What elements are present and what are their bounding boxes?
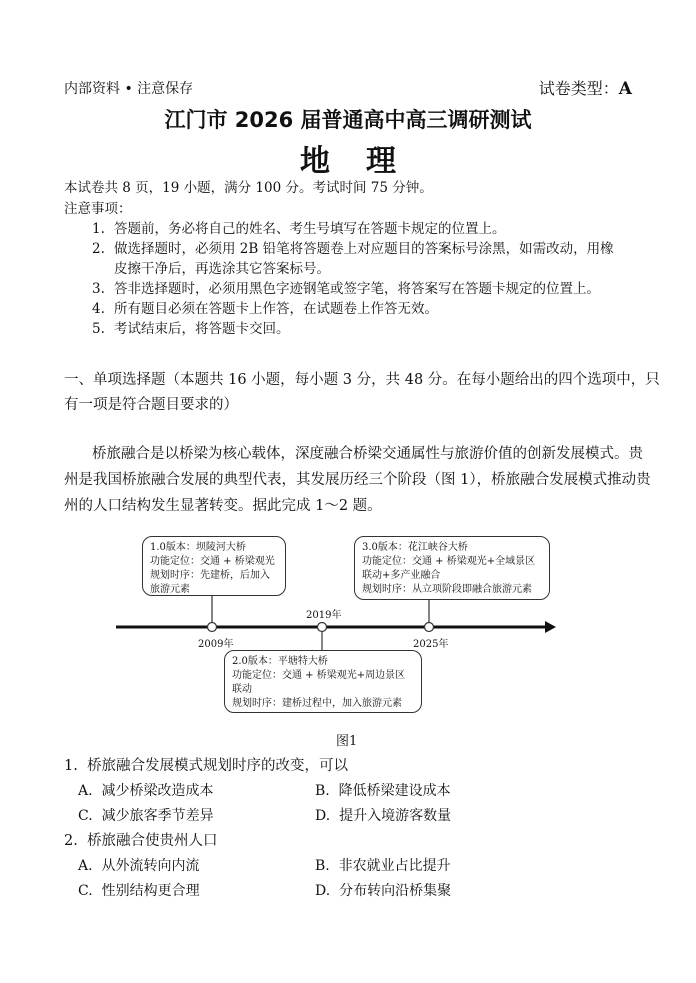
option-text: 提升入境游客数量 [339, 808, 452, 824]
q2-option-c [78, 880, 200, 900]
note-text: 做选择题时，必须用 2B 铅笔将答题卷上对应题目的答案标号涂黑，如需改动，用橡 [114, 241, 614, 257]
option-text: 从外流转向内流 [101, 858, 200, 874]
box-line: 联动 [232, 684, 252, 695]
paper-type-value: A [618, 79, 632, 99]
option-text: 分布转向沿桥集聚 [339, 883, 452, 899]
question-text: 桥旅融合发展模式规划时序的改变，可以 [87, 758, 349, 774]
box-line: 规划时序：先建桥，后加入 [150, 570, 270, 581]
version-1-box [142, 536, 286, 596]
option-text: 减少桥梁改造成本 [101, 783, 214, 799]
option-letter: C. [78, 808, 93, 824]
option-letter: C. [78, 883, 93, 899]
note-text: 所有题目必须在答题卡上作答，在试题卷上作答无效。 [114, 301, 438, 317]
option-letter: A. [78, 858, 93, 874]
paper-type-label: 试卷类型： [538, 79, 619, 98]
box-line: 功能定位：交通 + 桥梁观光+周边景区 [232, 670, 406, 681]
box-line: 3.0版本：花江峡谷大桥 [362, 542, 468, 553]
note-text-continued: 皮擦干净后，再选涂其它答案标号。 [114, 261, 330, 277]
option-letter: B. [315, 858, 330, 874]
year-label-2009: 2009年 [198, 639, 234, 650]
section-heading-line1: 一、单项选择题（本题共 16 小题，每小题 3 分，共 48 分。在每小题给出的四个选项中，只 [64, 372, 660, 388]
exam-intro: 本试卷共 8 页，19 小题，满分 100 分。考试时间 75 分钟。 [64, 180, 433, 196]
passage-line-1: 桥旅融合是以桥梁为核心载体，深度融合桥梁交通属性与旅游价值的创新发展模式。贵 [92, 446, 643, 462]
box-line: 联动+多产业融合 [362, 570, 441, 581]
question-2-stem [64, 829, 218, 850]
q2-option-b [315, 855, 451, 875]
exam-title: 江门市 2026 届普通高中高三调研测试 [164, 108, 532, 132]
q1-option-d [315, 805, 451, 825]
question-number: 2. [64, 833, 78, 849]
box-line: 2.0版本：平塘特大桥 [232, 656, 328, 667]
option-text: 降低桥梁建设成本 [338, 783, 451, 799]
passage-line-2: 州是我国桥旅融合发展的典型代表，其发展历经三个阶段（图 1），桥旅融合发展模式推动贵 [64, 472, 651, 488]
box-line: 规划时序：从立项阶段即融合旅游元素 [362, 584, 532, 595]
milestone-2009 [208, 623, 217, 632]
passage-line-3: 州的人口结构发生显著转变。据此完成 1～2 题。 [64, 498, 382, 514]
year-label-2025: 2025年 [413, 639, 449, 650]
note-number: 1. [92, 221, 105, 237]
option-letter: D. [315, 883, 331, 899]
q2-option-a [78, 855, 199, 875]
question-text: 桥旅融合使贵州人口 [87, 833, 218, 849]
option-text: 非农就业占比提升 [338, 858, 451, 874]
note-text: 答题前，务必将自己的姓名、考生号填写在答题卡规定的位置上。 [114, 221, 506, 237]
q2-option-d [315, 880, 451, 900]
note-number: 4. [92, 301, 105, 317]
option-text: 减少旅客季节差异 [101, 808, 214, 824]
q1-option-b [315, 780, 451, 800]
question-number: 1. [64, 758, 78, 774]
box-line: 旅游元素 [150, 584, 190, 595]
year-label-2019: 2019年 [306, 610, 342, 621]
note-number: 2. [92, 241, 105, 257]
note-text: 考试结束后，将答题卡交回。 [114, 321, 290, 337]
box-line: 规划时序：建桥过程中，加入旅游元素 [232, 698, 402, 709]
note-number: 5. [92, 321, 105, 337]
option-text: 性别结构更合理 [101, 883, 200, 899]
milestone-2025 [425, 623, 434, 632]
figure-caption: 图1 [336, 734, 358, 749]
notes-heading: 注意事项： [64, 201, 132, 217]
note-text: 答非选择题时，必须用黑色字迹钢笔或签字笔，将答案写在答题卡规定的位置上。 [114, 281, 600, 297]
milestone-2019 [318, 623, 327, 632]
timeline-arrowhead [545, 621, 556, 633]
subject-title: 地理 [300, 144, 432, 179]
option-letter: A. [78, 783, 93, 799]
section-heading-line2: 有一项是符合题目要求的） [64, 397, 238, 413]
version-2-box [224, 650, 422, 713]
confidential-note: 内部资料 • 注意保存 [64, 81, 194, 97]
version-3-box [354, 536, 550, 600]
note-number: 3. [92, 281, 105, 297]
q1-option-a [78, 780, 213, 800]
box-line: 功能定位：交通 + 桥梁观光 [150, 556, 275, 567]
box-line: 功能定位：交通 + 桥梁观光+全域景区 [362, 556, 536, 567]
option-letter: D. [315, 808, 331, 824]
box-line: 1.0版本：坝陵河大桥 [150, 542, 246, 553]
q1-option-c [78, 805, 214, 825]
question-1-stem [64, 754, 348, 775]
option-letter: B. [315, 783, 330, 799]
